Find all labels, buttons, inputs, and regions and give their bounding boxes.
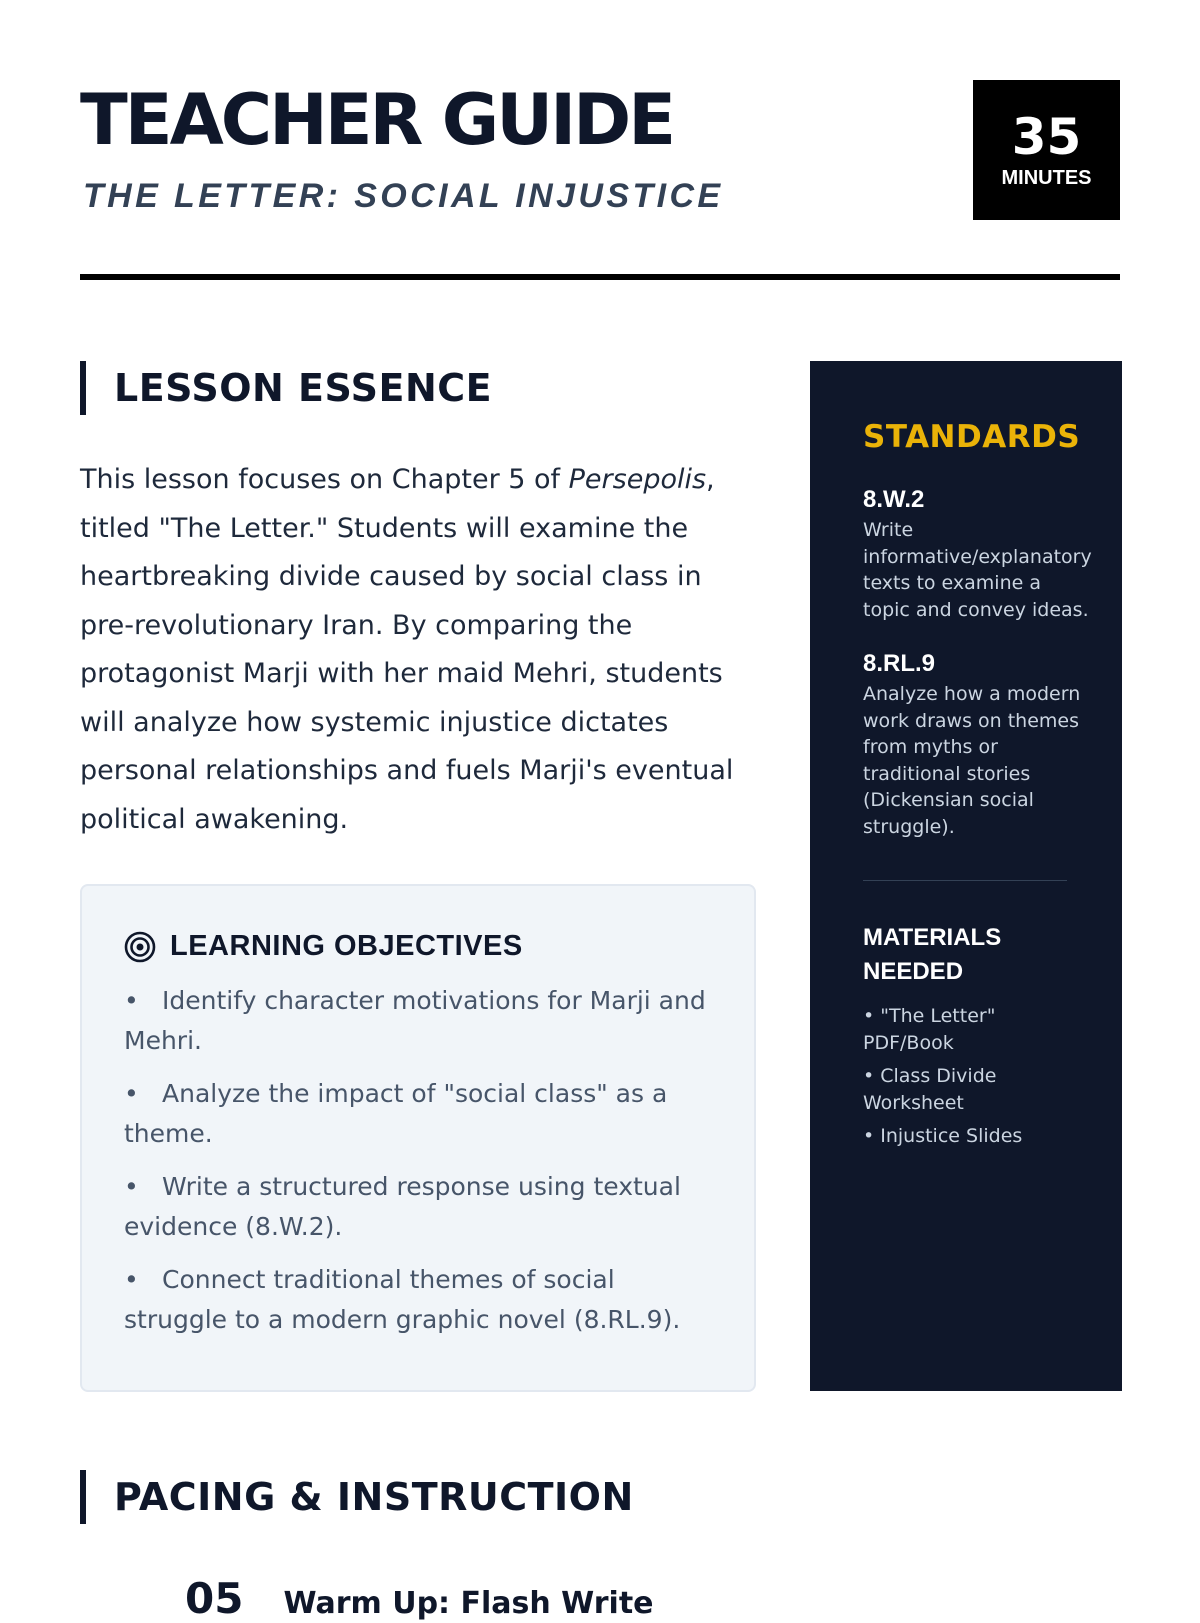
essence-text-part: This lesson focuses on Chapter 5 of [80, 464, 569, 495]
materials-heading: MATERIALS NEEDED [863, 924, 1002, 985]
list-item: • Analyze the impact of "social class" as a theme. [124, 1079, 668, 1148]
objectives-list [124, 981, 714, 1340]
duration-badge [973, 80, 1120, 220]
header-divider [80, 274, 1120, 280]
list-item: • Connect traditional themes of social struggle to a modern graphic novel (8.RL.9). [124, 1265, 681, 1334]
sidebar-divider [863, 880, 1067, 881]
objective-text: Write a structured response using textual evidence (8.W.2). [124, 1172, 681, 1241]
pacing-heading [80, 1470, 634, 1524]
list-item: • Class Divide Worksheet [863, 1065, 997, 1114]
objectives-title: LEARNING OBJECTIVES [170, 930, 523, 962]
lesson-essence-text [80, 456, 750, 844]
standards-heading: STANDARDS [863, 419, 1081, 455]
page-subtitle: THE LETTER: SOCIAL INJUSTICE [83, 177, 724, 215]
standard-code: 8.W.2 [863, 486, 925, 513]
section-accent-bar [80, 1470, 86, 1524]
list-item: • Identify character motivations for Marji and Mehri. [124, 986, 706, 1055]
standard-item [863, 485, 1102, 623]
essence-text-part: , titled "The Letter." Students will examine the heartbreaking divide caused by social class in pre-revolutionary Iran. By comparing the protagonist Marji with her maid Mehri, students will analyze how systemic injustice dictates personal relationships and fuels Marji's eventual political awakening. [80, 464, 734, 835]
list-item: • Injustice Slides [863, 1125, 1023, 1147]
objective-text: Identify character motivations for Marji and Mehri. [124, 986, 706, 1055]
lesson-essence-heading [80, 361, 492, 415]
section-title: PACING & INSTRUCTION [114, 1475, 634, 1519]
page-title: TEACHER GUIDE [80, 79, 674, 161]
section-accent-bar [80, 361, 86, 415]
materials-list [863, 1003, 1102, 1150]
standards-sidebar [810, 361, 1122, 1391]
duration-value: 35 [1011, 108, 1082, 166]
pacing-step [185, 1574, 654, 1623]
page-header [80, 78, 1120, 278]
list-item: • "The Letter" PDF/Book [863, 1005, 996, 1054]
learning-objectives-panel [80, 884, 756, 1392]
standard-description: Write informative/explanatory texts to examine a topic and convey ideas. [863, 519, 1092, 621]
standard-item [863, 649, 1102, 840]
step-title: Warm Up: Flash Write [283, 1586, 654, 1621]
objective-text: Connect traditional themes of social struggle to a modern graphic novel (8.RL.9). [124, 1265, 681, 1334]
target-icon [124, 931, 156, 963]
step-number: 05 [185, 1574, 244, 1623]
list-item: • Write a structured response using textual evidence (8.W.2). [124, 1172, 681, 1241]
standard-code: 8.RL.9 [863, 650, 936, 677]
book-title: Persepolis [568, 464, 707, 495]
standard-description: Analyze how a modern work draws on themes from myths or traditional stories (Dickensian social struggle). [863, 683, 1081, 838]
objectives-heading [124, 930, 714, 963]
objective-text: Analyze the impact of "social class" as a theme. [124, 1079, 668, 1148]
section-title: LESSON ESSENCE [114, 366, 493, 410]
duration-unit: MINUTES [1001, 167, 1092, 189]
